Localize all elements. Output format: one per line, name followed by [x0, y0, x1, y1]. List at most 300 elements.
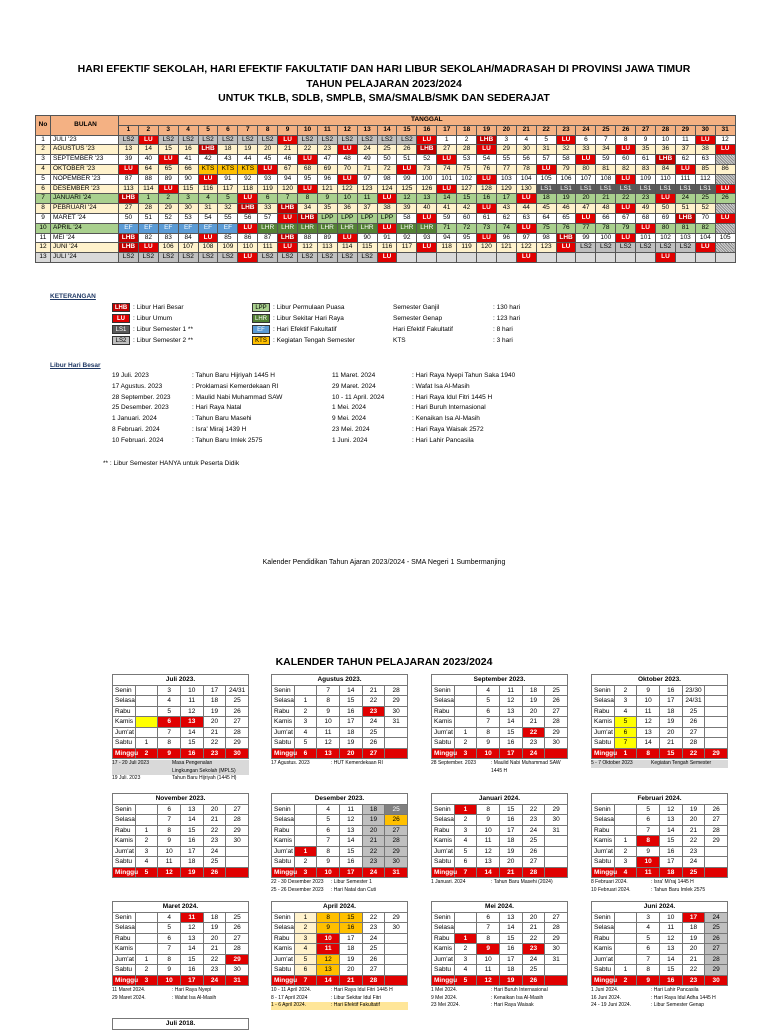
- month-notes: [591, 987, 728, 1010]
- grid-day-cell: 98: [377, 174, 397, 184]
- grid-day-cell: 47: [317, 155, 337, 165]
- date-cell: [385, 954, 408, 965]
- date-cell: 20: [203, 717, 226, 728]
- week-day-row: [592, 846, 728, 857]
- month-note-text: : Isra' Mi'raj 1445 H: [651, 879, 694, 885]
- grid-month-row: [36, 213, 736, 223]
- grid-day-cell: 33: [258, 204, 278, 214]
- grid-day-cell: LU: [238, 223, 258, 233]
- date-cell: 1: [614, 836, 637, 847]
- grid-day-cell: LU: [238, 253, 258, 263]
- grid-month-row: [36, 184, 736, 194]
- legend-item: [252, 302, 355, 313]
- date-cell: 31: [226, 975, 249, 986]
- day-name: Selasa: [113, 815, 136, 826]
- month-calendar: [591, 793, 728, 894]
- grid-day-cell: 61: [477, 213, 497, 223]
- grid-day-cell: LU: [616, 174, 636, 184]
- date-cell: 26: [705, 933, 728, 944]
- grid-day-cell: LU: [576, 213, 596, 223]
- date-cell: [385, 748, 408, 759]
- date-cell: 30: [545, 944, 568, 955]
- holiday-date: 1 Juni. 2024: [332, 436, 368, 444]
- holiday-date: 23 Mei. 2024: [332, 425, 370, 433]
- grid-day-cell: 45: [258, 155, 278, 165]
- grid-day-number: 29: [675, 125, 695, 135]
- date-cell: [705, 846, 728, 857]
- date-cell: 2: [135, 965, 158, 976]
- week-day-row: [272, 965, 408, 976]
- grid-day-cell: LS2: [397, 135, 417, 145]
- date-cell: 29: [385, 696, 408, 707]
- grid-day-cell: 72: [377, 164, 397, 174]
- grid-day-number: 24: [576, 125, 596, 135]
- week-day-row: [272, 727, 408, 738]
- day-name: Senin: [432, 685, 455, 696]
- date-cell: 20: [522, 912, 545, 923]
- grid-day-number: 14: [377, 125, 397, 135]
- date-cell: 6: [158, 804, 181, 815]
- week-day-row: [432, 685, 568, 696]
- grid-day-number: 3: [158, 125, 178, 135]
- month-header-row: [592, 902, 728, 913]
- grid-day-cell: 38: [377, 204, 397, 214]
- date-cell: 16: [180, 965, 203, 976]
- week-day-row: [432, 923, 568, 934]
- month-calendar: [591, 674, 728, 768]
- date-cell: 8: [158, 954, 181, 965]
- grid-day-cell: 115: [178, 184, 198, 194]
- semester-item: [393, 313, 520, 324]
- grid-day-cell: 97: [516, 233, 536, 243]
- date-cell: 4: [294, 944, 317, 955]
- date-cell: 3: [454, 954, 477, 965]
- date-cell: 16: [499, 738, 522, 749]
- grid-month-row: [36, 155, 736, 165]
- grid-month-row: [36, 145, 736, 155]
- grid-row-month: APRIL '24: [51, 223, 119, 233]
- date-cell: 22: [203, 825, 226, 836]
- month-name: Januari 2024.: [432, 794, 568, 805]
- month-note-date: 17 - 20 Juli 2023: [112, 760, 149, 766]
- grid-day-cell: 24: [357, 145, 377, 155]
- legend-swatch: LHR: [252, 314, 270, 323]
- date-cell: 11: [659, 923, 682, 934]
- date-cell: 15: [180, 954, 203, 965]
- grid-day-cell: LU: [516, 223, 536, 233]
- grid-day-cell: 118: [238, 184, 258, 194]
- grid-day-number: 31: [715, 125, 735, 135]
- date-cell: [705, 857, 728, 868]
- grid-day-cell: 94: [278, 174, 298, 184]
- day-name: Senin: [592, 685, 615, 696]
- week-day-row: [272, 933, 408, 944]
- date-cell: 28: [545, 717, 568, 728]
- date-cell: 26: [226, 706, 249, 717]
- date-cell: [294, 836, 317, 847]
- date-cell: [545, 965, 568, 976]
- date-cell: 24: [362, 867, 385, 878]
- week-day-row: [113, 836, 249, 847]
- grid-day-cell: LHB: [198, 145, 218, 155]
- grid-day-cell: 104: [695, 233, 715, 243]
- day-name: Selasa: [432, 696, 455, 707]
- date-cell: 30: [545, 738, 568, 749]
- day-name: Senin: [432, 912, 455, 923]
- date-cell: 10: [317, 867, 340, 878]
- grid-day-cell: 21: [278, 145, 298, 155]
- grid-day-cell: 34: [596, 145, 616, 155]
- grid-day-cell: LU: [377, 194, 397, 204]
- grid-day-cell: 9: [636, 135, 656, 145]
- month-note: [591, 995, 728, 1003]
- date-cell: 3: [294, 717, 317, 728]
- grid-day-cell: LHB: [417, 145, 437, 155]
- semester-value: : 130 hari: [493, 304, 521, 311]
- grid-day-cell: 111: [675, 174, 695, 184]
- grid-day-cell: 57: [536, 155, 556, 165]
- date-cell: 24: [522, 825, 545, 836]
- date-cell: 9: [158, 748, 181, 759]
- date-cell: 5: [294, 954, 317, 965]
- grid-day-cell: LU: [636, 223, 656, 233]
- grid-day-cell: 84: [656, 164, 676, 174]
- day-name: Kamis: [432, 944, 455, 955]
- grid-day-cell: LU: [337, 174, 357, 184]
- legend-swatch: EF: [252, 325, 270, 334]
- week-day-row: [272, 923, 408, 934]
- grid-day-cell: 96: [317, 174, 337, 184]
- grid-day-number: 25: [596, 125, 616, 135]
- grid-day-cell: LS2: [337, 253, 357, 263]
- date-cell: [226, 846, 249, 857]
- date-cell: 21: [522, 717, 545, 728]
- date-cell: 13: [499, 912, 522, 923]
- grid-day-cell: LHB: [656, 155, 676, 165]
- grid-day-cell: 27: [437, 145, 457, 155]
- grid-day-cell: 83: [636, 164, 656, 174]
- holiday-item: [332, 436, 515, 447]
- date-cell: 13: [659, 815, 682, 826]
- grid-day-cell: LS2: [278, 253, 298, 263]
- holiday-item: [332, 371, 515, 382]
- week-day-row: [272, 975, 408, 986]
- date-cell: 21: [339, 975, 362, 986]
- legend-swatch: LS1: [112, 325, 130, 334]
- date-cell: [135, 717, 158, 728]
- grid-day-cell: LHB: [278, 233, 298, 243]
- month-header-row: [113, 675, 249, 686]
- date-cell: 8: [637, 836, 660, 847]
- day-name: Minggu: [592, 748, 615, 759]
- grid-day-cell: LS2: [218, 135, 238, 145]
- month-note-date: 24 - 19 Juni 2024.: [591, 1002, 632, 1008]
- date-cell: [294, 815, 317, 826]
- month-calendar-next: [112, 1018, 249, 1030]
- grid-day-cell: LS2: [656, 243, 676, 253]
- grid-day-cell: 71: [357, 164, 377, 174]
- date-cell: [454, 696, 477, 707]
- date-cell: 15: [659, 836, 682, 847]
- grid-day-cell: 14: [138, 145, 158, 155]
- grid-day-cell: 16: [477, 194, 497, 204]
- day-name: Kamis: [272, 836, 295, 847]
- date-cell: 24: [362, 717, 385, 728]
- grid-day-cell: 69: [656, 213, 676, 223]
- date-cell: [454, 912, 477, 923]
- day-name: Minggu: [272, 975, 295, 986]
- grid-day-cell: 119: [457, 243, 477, 253]
- month-notes: [591, 760, 728, 768]
- date-cell: 5: [637, 933, 660, 944]
- date-cell: [705, 717, 728, 728]
- date-cell: 20: [362, 825, 385, 836]
- grid-day-cell: 124: [377, 184, 397, 194]
- date-cell: [135, 727, 158, 738]
- date-cell: 28: [226, 727, 249, 738]
- grid-row-month: JULI '24: [51, 253, 119, 263]
- holiday-name: : Tahun Baru Imlek 2575: [192, 436, 263, 444]
- month-note-text: Lingkungan Sekolah (MPLS): [172, 767, 236, 774]
- grid-day-cell: 129: [496, 184, 516, 194]
- date-cell: [545, 857, 568, 868]
- grid-day-cell: 42: [198, 155, 218, 165]
- month-note: [271, 760, 408, 768]
- grid-day-cell: LU: [278, 213, 298, 223]
- grid-day-cell: [477, 253, 497, 263]
- date-cell: 6: [477, 706, 500, 717]
- month-note-text: : Hari Efektif Fakultatif: [331, 1002, 380, 1008]
- grid-day-cell: 63: [516, 213, 536, 223]
- grid-day-number: 28: [656, 125, 676, 135]
- grid-day-cell: 76: [556, 223, 576, 233]
- date-cell: 28: [705, 825, 728, 836]
- date-cell: 18: [522, 685, 545, 696]
- month-header-row: [113, 902, 249, 913]
- date-cell: [135, 944, 158, 955]
- holiday-name: : Tahun Baru Masehi: [192, 415, 252, 423]
- date-cell: [545, 975, 568, 986]
- week-day-row: [432, 738, 568, 749]
- grid-day-cell: 108: [596, 174, 616, 184]
- day-name: Jum'at: [592, 846, 615, 857]
- grid-day-cell: 12: [715, 135, 735, 145]
- date-cell: 15: [339, 846, 362, 857]
- holiday-name: : Kenaikan Isa Al-Masih: [412, 415, 480, 423]
- date-cell: 2: [135, 836, 158, 847]
- grid-day-cell: 45: [536, 204, 556, 214]
- day-name: Rabu: [272, 706, 295, 717]
- libur-heading: Libur Hari Besar: [50, 362, 101, 369]
- grid-day-cell: LS2: [119, 253, 139, 263]
- date-cell: 27: [545, 912, 568, 923]
- grid-day-cell: 82: [616, 164, 636, 174]
- day-name: Jum'at: [592, 954, 615, 965]
- week-day-row: [113, 944, 249, 955]
- grid-head-no: No: [36, 116, 51, 136]
- date-cell: 10: [477, 748, 500, 759]
- grid-day-cell: 108: [198, 243, 218, 253]
- grid-row-number: 7: [36, 194, 51, 204]
- holiday-item: [332, 414, 515, 425]
- month-note: [112, 775, 249, 783]
- date-cell: 6: [637, 815, 660, 826]
- grid-day-cell: 110: [656, 174, 676, 184]
- grid-day-cell: 94: [437, 233, 457, 243]
- day-name: Rabu: [432, 825, 455, 836]
- grid-day-cell: LU: [377, 223, 397, 233]
- week-day-row: [113, 975, 249, 986]
- week-day-row: [432, 933, 568, 944]
- day-name: Jum'at: [432, 954, 455, 965]
- date-cell: 4: [135, 857, 158, 868]
- date-cell: 12: [158, 867, 181, 878]
- month-notes: [271, 879, 408, 894]
- week-day-row: [592, 717, 728, 728]
- grid-day-cell: 4: [198, 194, 218, 204]
- grid-day-cell: 6: [258, 194, 278, 204]
- grid-row-month: AGUSTUS '23: [51, 145, 119, 155]
- week-day-row: [592, 815, 728, 826]
- grid-day-cell: 118: [437, 243, 457, 253]
- date-cell: 4: [317, 804, 340, 815]
- week-day-row: [113, 696, 249, 707]
- grid-day-cell: EF: [158, 223, 178, 233]
- date-cell: 11: [637, 706, 660, 717]
- grid-day-cell: LS2: [675, 243, 695, 253]
- grid-day-cell: 41: [437, 204, 457, 214]
- month-note: [271, 987, 408, 995]
- date-cell: 14: [477, 867, 500, 878]
- grid-day-cell: 8: [298, 194, 318, 204]
- date-cell: 28: [362, 975, 385, 986]
- grid-day-cell: LU: [616, 145, 636, 155]
- date-cell: 10: [180, 685, 203, 696]
- day-name: Sabtu: [113, 738, 136, 749]
- date-cell: 25: [705, 923, 728, 934]
- day-name: Minggu: [432, 748, 455, 759]
- week-day-row: [113, 706, 249, 717]
- day-name: Jum'at: [432, 846, 455, 857]
- week-day-row: [432, 717, 568, 728]
- semester-label: Semester Genap: [393, 315, 443, 322]
- date-cell: 22: [682, 836, 705, 847]
- grid-day-number: 21: [516, 125, 536, 135]
- grid-row-month: PEBRUARI '24: [51, 204, 119, 214]
- grid-day-cell: 84: [178, 233, 198, 243]
- date-cell: 24/31: [226, 685, 249, 696]
- grid-day-cell: LS1: [596, 184, 616, 194]
- annual-effective-days-table: [35, 115, 736, 263]
- day-name: Senin: [592, 804, 615, 815]
- grid-day-cell: 113: [317, 243, 337, 253]
- grid-day-cell: 80: [656, 223, 676, 233]
- grid-day-cell: LS2: [298, 135, 318, 145]
- grid-day-cell: LU: [278, 135, 298, 145]
- grid-day-cell: 41: [178, 155, 198, 165]
- holiday-item: [112, 425, 282, 436]
- grid-day-cell: LU: [158, 155, 178, 165]
- month-note-text: : Kenaikan Isa Al-Masih: [491, 994, 544, 1001]
- month-name: Februari 2024.: [592, 794, 728, 805]
- month-note-date: 23 Mei 2024.: [431, 1002, 460, 1008]
- week-day-row: [113, 933, 249, 944]
- day-name: Jum'at: [432, 727, 455, 738]
- day-name: Rabu: [592, 933, 615, 944]
- date-cell: 14: [180, 727, 203, 738]
- date-cell: 19: [203, 706, 226, 717]
- grid-day-cell: LU: [556, 135, 576, 145]
- grid-row-month: MEI '24: [51, 233, 119, 243]
- day-name: Senin: [272, 912, 295, 923]
- week-day-row: [272, 696, 408, 707]
- holiday-name: : Hari Raya Nyepi Tahun Saka 1940: [412, 372, 516, 379]
- week-day-row: [432, 696, 568, 707]
- day-name: Jum'at: [592, 727, 615, 738]
- grid-day-cell: KTS: [198, 164, 218, 174]
- grid-day-cell: LU: [417, 135, 437, 145]
- date-cell: 24: [522, 748, 545, 759]
- grid-row-number: 2: [36, 145, 51, 155]
- month-note: [271, 1002, 408, 1010]
- grid-day-cell: 56: [516, 155, 536, 165]
- grid-day-cell: 125: [397, 184, 417, 194]
- date-cell: 3: [637, 912, 660, 923]
- grid-day-cell: 54: [198, 213, 218, 223]
- date-cell: 6: [614, 727, 637, 738]
- week-day-row: [592, 944, 728, 955]
- grid-day-cell: LS2: [317, 135, 337, 145]
- holiday-name: : Hari Raya Idul Fitri 1445 H: [412, 393, 493, 401]
- grid-day-cell: LU: [198, 233, 218, 243]
- date-cell: 4: [477, 685, 500, 696]
- month-name: November 2023.: [113, 794, 249, 805]
- week-day-row: [592, 804, 728, 815]
- week-day-row: [432, 857, 568, 868]
- grid-day-cell: KTS: [238, 164, 258, 174]
- grid-day-cell: 25: [695, 194, 715, 204]
- date-cell: 10: [477, 954, 500, 965]
- date-cell: 29: [385, 846, 408, 857]
- grid-row-number: 1: [36, 135, 51, 145]
- month-calendar: [112, 674, 249, 783]
- keterangan-heading: KETERANGAN: [50, 293, 96, 300]
- grid-day-cell: 105: [536, 174, 556, 184]
- date-cell: 14: [180, 944, 203, 955]
- date-cell: [614, 954, 637, 965]
- grid-day-cell: 64: [536, 213, 556, 223]
- grid-row-number: 9: [36, 213, 51, 223]
- date-cell: [545, 846, 568, 857]
- day-name: Sabtu: [592, 965, 615, 976]
- grid-day-cell: 66: [596, 213, 616, 223]
- grid-day-cell: 51: [675, 204, 695, 214]
- legend-text: : Libur Umum: [133, 315, 173, 322]
- month-note-text: : Tahun Baru Masehi (2024): [491, 879, 553, 885]
- month-header-row: [113, 794, 249, 805]
- grid-day-cell: 97: [357, 174, 377, 184]
- grid-day-cell: 26: [397, 145, 417, 155]
- date-cell: 21: [682, 825, 705, 836]
- date-cell: [705, 727, 728, 738]
- week-day-row: [592, 867, 728, 878]
- month-table: [112, 901, 249, 986]
- date-cell: 16: [659, 975, 682, 986]
- week-day-row: [113, 717, 249, 728]
- grid-day-cell: LPP: [337, 213, 357, 223]
- grid-day-cell: 53: [178, 213, 198, 223]
- grid-day-cell: 122: [516, 243, 536, 253]
